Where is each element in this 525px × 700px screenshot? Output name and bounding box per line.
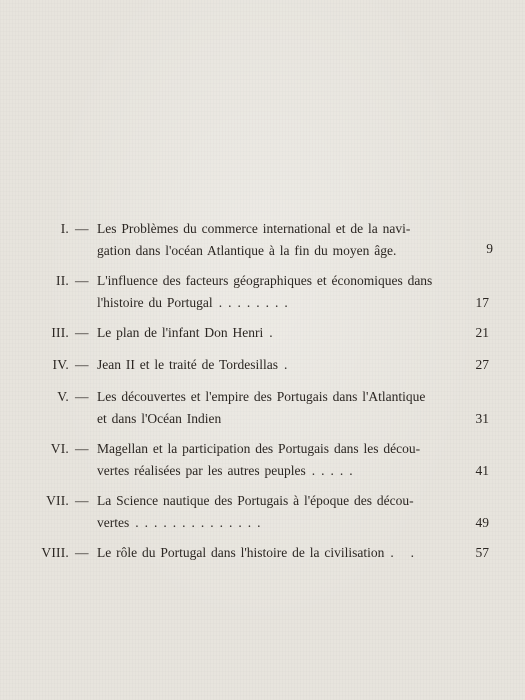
- toc-entry-page-number: 17: [475, 295, 489, 310]
- toc-entry-title-line-1: Les Problèmes du commerce international et de la navi-: [97, 221, 411, 236]
- toc-entry-title: [97, 490, 467, 534]
- toc-entry-dash: —: [75, 325, 89, 340]
- toc-entry-title-text: Le rôle du Portugal dans l'histoire de la civilisation: [97, 545, 385, 560]
- toc-entry-title-line-2: gation dans l'océan Atlantique à la fin du moyen âge.: [97, 243, 397, 258]
- dot-leader: .: [269, 325, 279, 340]
- toc-entry-title-line-1: Magellan et la participation des Portugais dans les décou-: [97, 441, 421, 456]
- toc-entry-numeral: VI.: [50, 441, 69, 456]
- toc-entry-numeral: IV.: [52, 357, 69, 372]
- toc-entry-3: [0, 322, 525, 354]
- toc-entry-8: [0, 542, 525, 574]
- toc-entry-title-line-2: [97, 512, 467, 534]
- toc-entry-title-line-1: [97, 542, 467, 564]
- toc-entry-numeral: VII.: [46, 493, 69, 508]
- dot-leader: .....: [311, 463, 359, 478]
- toc-entry-numeral: II.: [56, 273, 69, 288]
- dot-leader: . .: [390, 545, 420, 560]
- toc-entry-page-number: 57: [475, 545, 489, 560]
- toc-entry-dash: —: [75, 389, 89, 404]
- toc-entry-dash: —: [75, 357, 89, 372]
- toc-entry-title: [97, 322, 467, 344]
- dot-leader: .: [284, 357, 294, 372]
- toc-entry-title-text: Jean II et le traité de Tordesillas: [97, 357, 278, 372]
- toc-entry-2: [0, 270, 525, 322]
- toc-entry-dash: —: [75, 545, 89, 560]
- toc-entry-6: [0, 438, 525, 490]
- toc-entry-title: [97, 218, 467, 262]
- toc-entry-page-number: 41: [475, 463, 489, 478]
- table-of-contents: [0, 218, 525, 574]
- toc-entry-page-number: 9: [486, 241, 493, 256]
- toc-entry-7: [0, 490, 525, 542]
- toc-entry-title: [97, 542, 467, 564]
- toc-entry-title-line-1: [97, 354, 467, 376]
- toc-entry-title-text: l'histoire du Portugal: [97, 295, 213, 310]
- toc-entry-page-number: 31: [475, 411, 489, 426]
- toc-entry-title-line-1: [97, 322, 467, 344]
- toc-entry-title-text: vertes: [97, 515, 130, 530]
- toc-entry-4: [0, 354, 525, 386]
- toc-entry-title: [97, 386, 467, 430]
- toc-entry-dash: —: [75, 493, 89, 508]
- toc-entry-5: [0, 386, 525, 438]
- toc-entry-numeral: I.: [60, 221, 69, 236]
- dot-leader: ........: [218, 295, 294, 310]
- toc-entry-title: [97, 354, 467, 376]
- toc-entry-numeral: V.: [57, 389, 69, 404]
- toc-entry-title: [97, 270, 467, 314]
- toc-entry-title-line-1: L'influence des facteurs géographiques et économiques dans: [97, 273, 433, 288]
- toc-entry-page-number: 21: [475, 325, 489, 340]
- toc-entry-title-line-2: et dans l'Océan Indien: [97, 411, 222, 426]
- toc-entry-title-line-1: La Science nautique des Portugais à l'époque des décou-: [97, 493, 414, 508]
- toc-entry-numeral: III.: [51, 325, 69, 340]
- toc-entry-dash: —: [75, 441, 89, 456]
- toc-entry-page-number: 27: [475, 357, 489, 372]
- dot-leader: ..............: [135, 515, 267, 530]
- toc-entry-page-number: 49: [475, 515, 489, 530]
- toc-entry-numeral: VIII.: [41, 545, 69, 560]
- toc-entry-title-text: Le plan de l'infant Don Henri: [97, 325, 264, 340]
- toc-entry-title-text: vertes réalisées par les autres peuples: [97, 463, 306, 478]
- toc-entry-dash: —: [75, 221, 89, 236]
- toc-entry-title-line-2: [97, 292, 467, 314]
- toc-entry-title-line-1: Les découvertes et l'empire des Portugais dans l'Atlantique: [97, 389, 426, 404]
- toc-entry-title-line-2: [97, 460, 467, 482]
- toc-entry-1: [0, 218, 525, 270]
- toc-entry-dash: —: [75, 273, 89, 288]
- toc-entry-title: [97, 438, 467, 482]
